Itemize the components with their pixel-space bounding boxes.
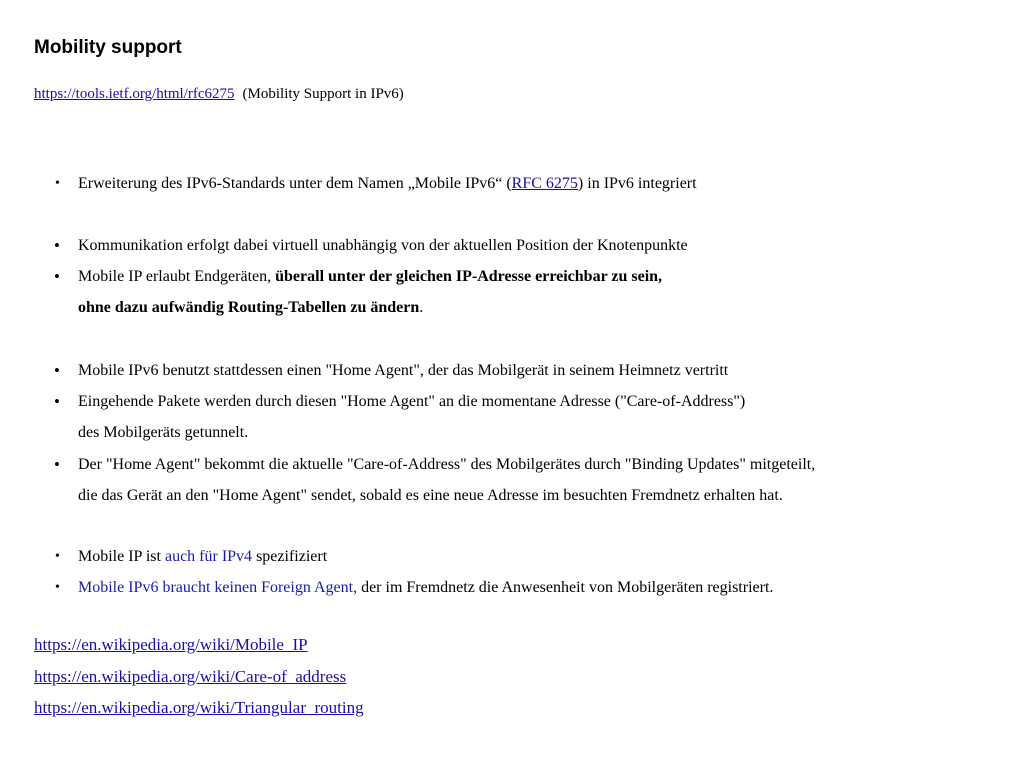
bullet-virtual-communication: Kommunikation erfolgt dabei virtuell unabhängig von der aktuellen Position der Knotenpunkte	[78, 237, 688, 254]
bullet-text: .	[419, 299, 424, 316]
bullet-dot: •	[54, 267, 60, 286]
bullet-same-ip	[78, 268, 662, 286]
rfc-6275-link[interactable]: RFC 6275	[511, 175, 578, 192]
wikipedia-mobile-ip-link[interactable]: https://en.wikipedia.org/wiki/Mobile_IP	[34, 635, 308, 654]
bullet-binding-updates-continued: die das Gerät an den "Home Agent" sendet, sobald es eine neue Adresse im besuchten Fremdnetz erhalten hat.	[78, 487, 783, 504]
bullet-dot: •	[54, 236, 60, 255]
bullet-text: Erweiterung des IPv6-Standards unter dem Namen „Mobile IPv6“ (	[78, 175, 512, 192]
bullet-highlight-text: Mobile IPv6 braucht keinen Foreign Agent,	[78, 579, 358, 596]
bullet-foreign-agent	[78, 579, 773, 597]
rfc-source-link[interactable]: https://tools.ietf.org/html/rfc6275	[34, 86, 235, 102]
bullet-ipv4	[78, 548, 327, 566]
source-note: (Mobility Support in IPv6)	[242, 86, 404, 102]
bullet-bold-text: überall unter der gleichen IP-Adresse erreichbar zu sein,	[275, 268, 663, 285]
bullet-dot: •	[55, 549, 60, 564]
bullet-dot: •	[54, 361, 60, 380]
source-line	[34, 86, 404, 103]
bullet-highlight-text: auch für IPv4	[164, 548, 253, 565]
bullet-same-ip-continued	[78, 299, 423, 317]
wikipedia-triangular-routing-link[interactable]: https://en.wikipedia.org/wiki/Triangular_routing	[34, 698, 364, 717]
bullet-rfc-integration	[78, 175, 697, 193]
bullet-bold-text: ohne dazu aufwändig Routing-Tabellen zu ändern	[78, 299, 420, 316]
bullet-home-agent: Mobile IPv6 benutzt stattdessen einen "Home Agent", der das Mobilgerät in seinem Heimnetz vertritt	[78, 362, 729, 379]
page-title: Mobility support	[34, 37, 182, 58]
bullet-dot: •	[55, 176, 60, 191]
bullet-text: Mobile IP erlaubt Endgeräten,	[78, 268, 276, 285]
bullet-dot: •	[55, 580, 60, 595]
bullet-binding-updates: Der "Home Agent" bekommt die aktuelle "Care-of-Address" des Mobilgerätes durch "Binding Updates" mitgeteilt,	[78, 456, 816, 473]
bullet-incoming-packets-continued: des Mobilgeräts getunnelt.	[78, 424, 249, 441]
bullet-text: spezifiziert	[252, 548, 328, 565]
bullet-dot: •	[54, 392, 60, 411]
bullet-text: der im Fremdnetz die Anwesenheit von Mobilgeräten registriert.	[357, 579, 774, 596]
bullet-text: Mobile IP ist	[78, 548, 165, 565]
bullet-incoming-packets: Eingehende Pakete werden durch diesen "Home Agent" an die momentane Adresse ("Care-of-Address")	[78, 393, 746, 410]
bullet-text: ) in IPv6 integriert	[577, 175, 697, 192]
bullet-dot: •	[54, 455, 60, 474]
wikipedia-care-of-address-link[interactable]: https://en.wikipedia.org/wiki/Care-of_address	[34, 667, 347, 686]
